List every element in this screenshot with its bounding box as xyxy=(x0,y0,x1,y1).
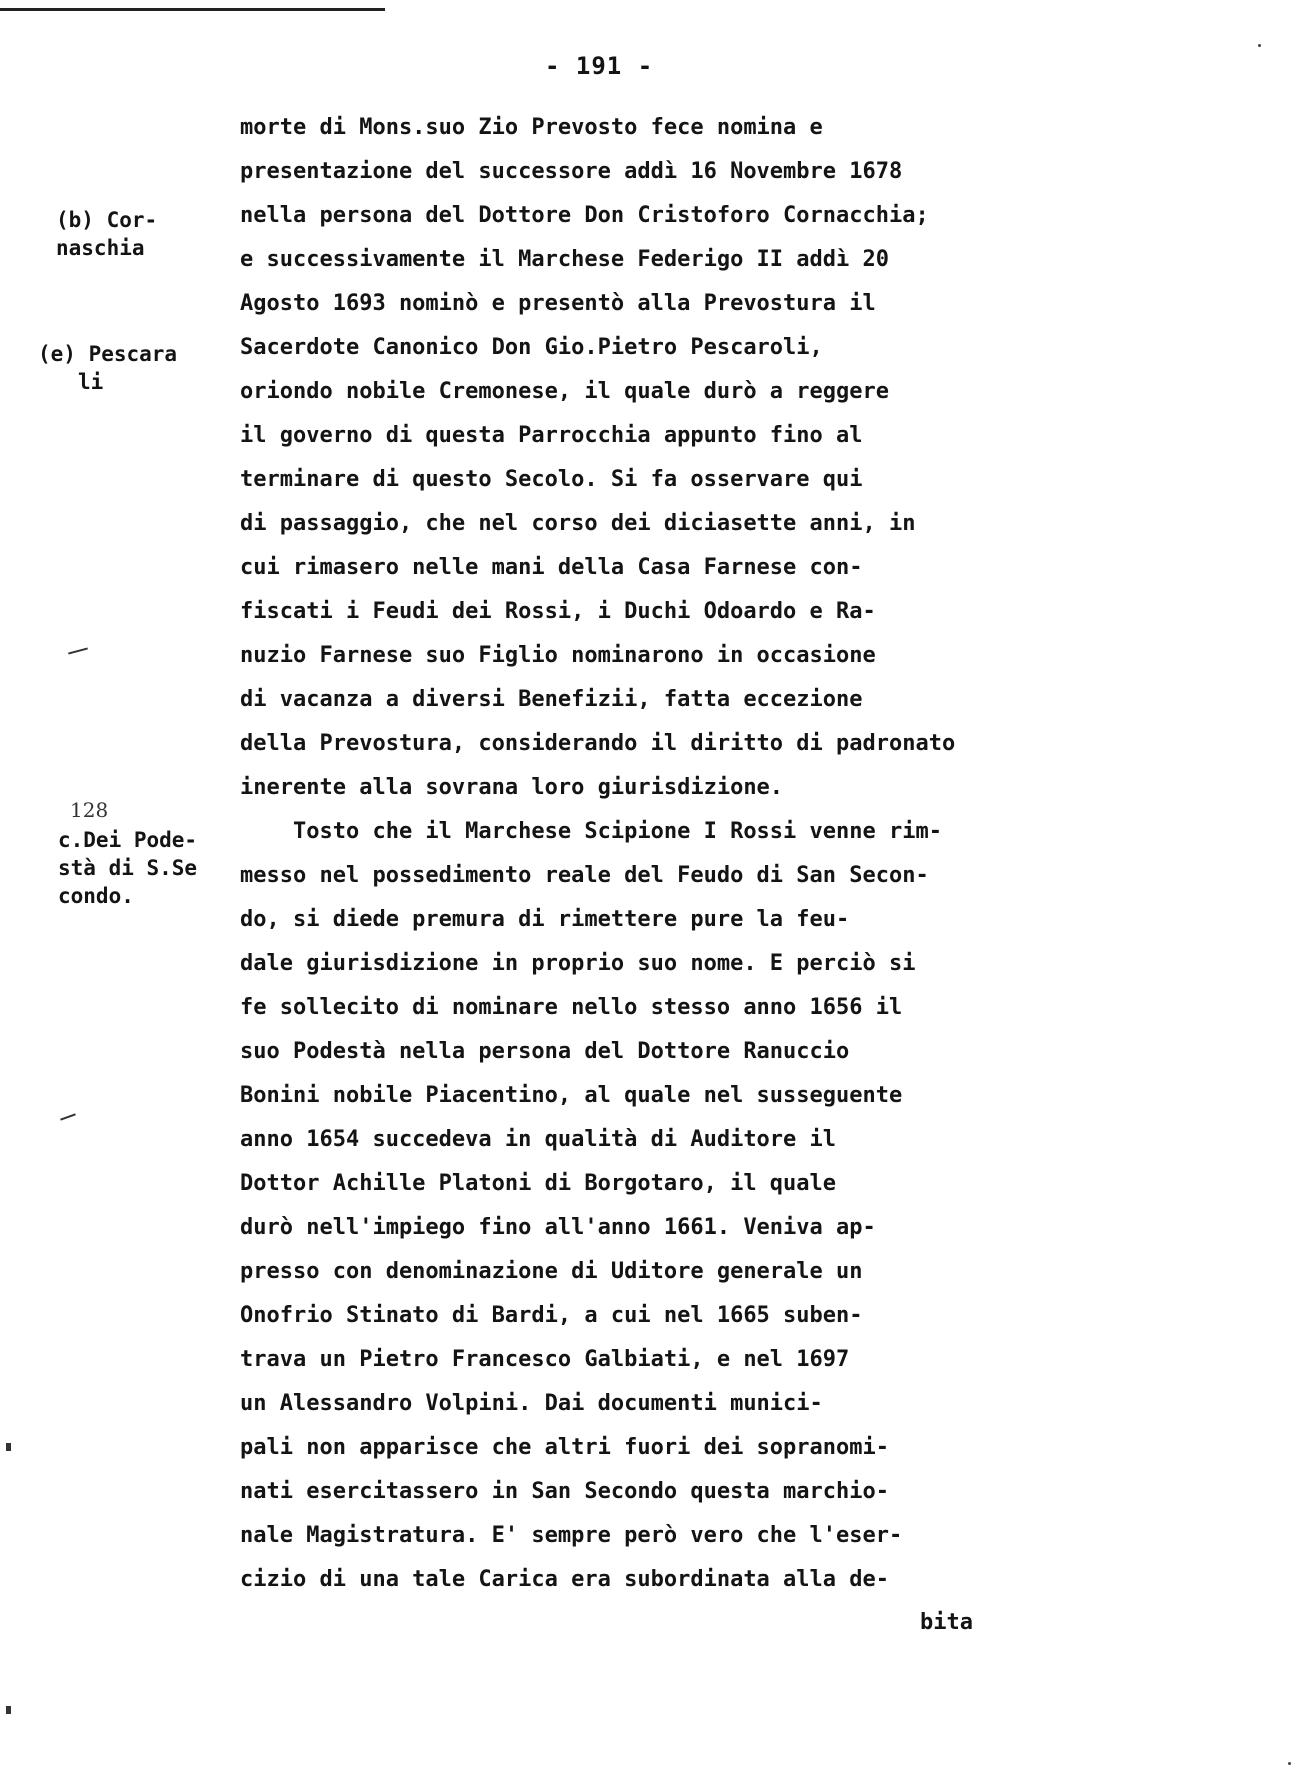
text-line: presso con denominazione di Uditore generale un xyxy=(240,1259,863,1284)
text-line: di passaggio, che nel corso dei diciasette anni, in xyxy=(240,511,916,536)
marginal-note-line: condo. xyxy=(58,884,134,908)
marginal-note-e xyxy=(38,340,177,396)
text-line: fe sollecito di nominare nello stesso anno 1656 il xyxy=(240,995,903,1020)
text-line: nale Magistratura. E' sempre però vero che l'eser- xyxy=(240,1523,903,1548)
marginal-note-b xyxy=(56,206,157,262)
text-line: Sacerdote Canonico Don Gio.Pietro Pescaroli, xyxy=(240,335,823,360)
text-line: nuzio Farnese suo Figlio nominarono in occasione xyxy=(240,643,876,668)
body-text xyxy=(240,106,1080,1602)
text-line: do, si diede premura di rimettere pure la feu- xyxy=(240,907,850,932)
text-line: inerente alla sovrana loro giurisdizione. xyxy=(240,775,784,800)
scan-mark xyxy=(68,647,88,654)
text-line: Agosto 1693 nominò e presentò alla Prevostura il xyxy=(240,291,876,316)
marginal-note-line: li xyxy=(78,370,104,394)
top-rule xyxy=(0,8,385,11)
text-line: morte di Mons.suo Zio Prevosto fece nomina e xyxy=(240,115,823,140)
text-line: nella persona del Dottore Don Cristoforo Cornacchia; xyxy=(240,203,929,228)
text-line: messo nel possedimento reale del Feudo di San Secon- xyxy=(240,863,929,888)
text-line: oriondo nobile Cremonese, il quale durò a reggere xyxy=(240,379,890,404)
scan-speck xyxy=(1258,44,1261,47)
text-line: suo Podestà nella persona del Dottore Ranuccio xyxy=(240,1039,850,1064)
catchword: bita xyxy=(920,1610,973,1635)
marginal-note-line: stà di S.Se xyxy=(58,856,198,880)
text-line: cui rimasero nelle mani della Casa Farnese con- xyxy=(240,555,863,580)
marginal-note-line: (b) Cor- xyxy=(56,208,158,232)
marginal-note-line: naschia xyxy=(56,236,145,260)
text-line: un Alessandro Volpini. Dai documenti munici- xyxy=(240,1391,823,1416)
marginal-note-line: (e) Pescara xyxy=(38,342,178,366)
text-line: durò nell'impiego fino all'anno 1661. Veniva ap- xyxy=(240,1215,876,1240)
text-line: Tosto che il Marchese Scipione I Rossi venne rim- xyxy=(240,819,942,844)
scan-speck xyxy=(1288,1762,1291,1765)
text-line: e successivamente il Marchese Federigo II addì 20 xyxy=(240,247,890,272)
text-line: trava un Pietro Francesco Galbiati, e nel 1697 xyxy=(240,1347,850,1372)
handwritten-annotation: 128 xyxy=(70,798,109,822)
text-line: anno 1654 succedeva in qualità di Auditore il xyxy=(240,1127,837,1152)
page-number: - 191 - xyxy=(545,52,654,80)
text-line: il governo di questa Parrocchia appunto fino al xyxy=(240,423,863,448)
scan-mark xyxy=(6,1443,11,1451)
text-line: dale giurisdizione in proprio suo nome. E perciò si xyxy=(240,951,916,976)
text-line: fiscati i Feudi dei Rossi, i Duchi Odoardo e Ra- xyxy=(240,599,876,624)
marginal-note-c xyxy=(58,826,197,910)
text-line: Bonini nobile Piacentino, al quale nel susseguente xyxy=(240,1083,903,1108)
text-line: pali non apparisce che altri fuori dei sopranomi- xyxy=(240,1435,890,1460)
text-line: della Prevostura, considerando il diritto di padronato xyxy=(240,731,956,756)
text-line: cizio di una tale Carica era subordinata alla de- xyxy=(240,1567,890,1592)
text-line: di vacanza a diversi Benefizii, fatta eccezione xyxy=(240,687,863,712)
scan-mark xyxy=(6,1706,11,1714)
marginal-note-line: c.Dei Pode- xyxy=(58,828,198,852)
scan-mark xyxy=(60,1113,76,1120)
text-line: Onofrio Stinato di Bardi, a cui nel 1665 suben- xyxy=(240,1303,863,1328)
text-line: nati esercitassero in San Secondo questa marchio- xyxy=(240,1479,890,1504)
text-line: presentazione del successore addì 16 Novembre 1678 xyxy=(240,159,903,184)
text-line: terminare di questo Secolo. Si fa osservare qui xyxy=(240,467,863,492)
text-line: Dottor Achille Platoni di Borgotaro, il quale xyxy=(240,1171,837,1196)
